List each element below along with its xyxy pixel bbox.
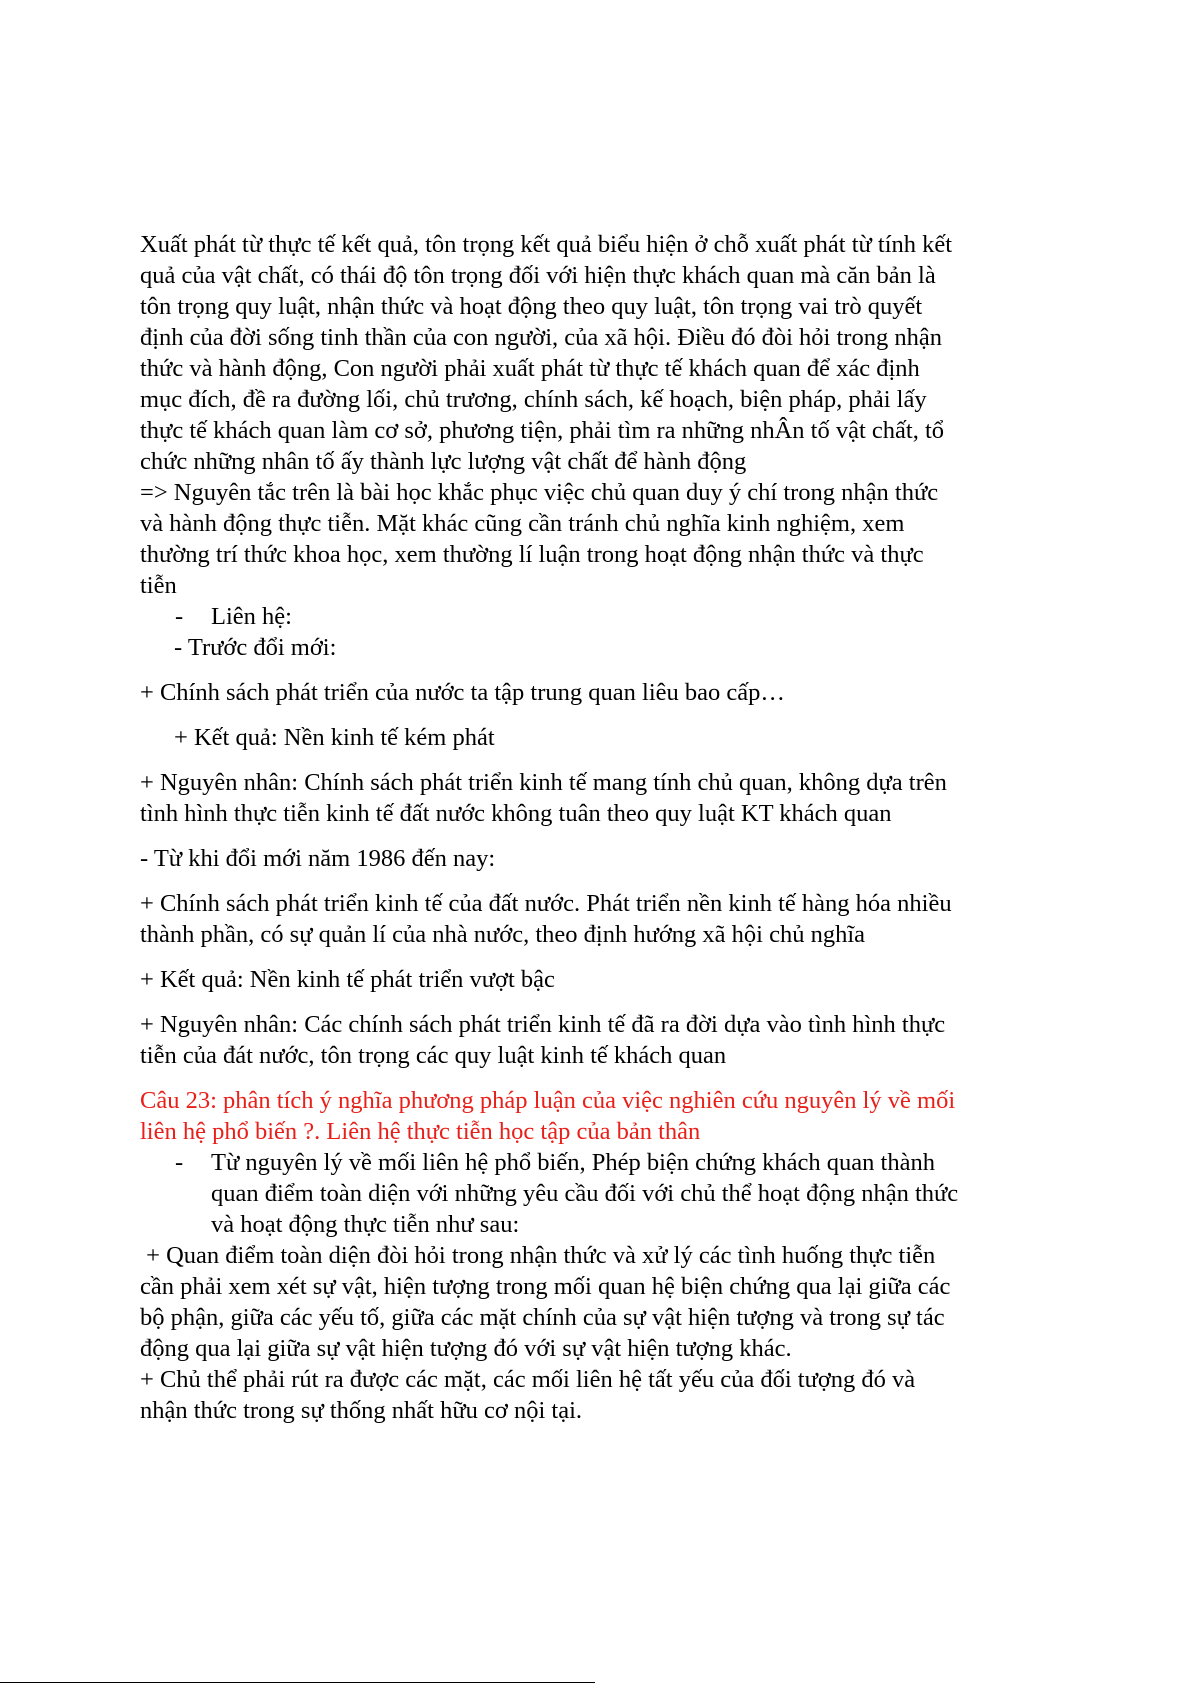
cau-23-heading bbox=[140, 1085, 1060, 1147]
text-line: thành phần, có sự quản lí của nhà nước, theo định hướng xã hội chủ nghĩa bbox=[140, 921, 866, 948]
text-line: chức những nhân tố ấy thành lực lượng vật chất để hành động bbox=[140, 448, 747, 475]
ket-qua-1: + Kết quả: Nền kinh tế kém phát bbox=[174, 724, 495, 751]
text-line: tình hình thực tiễn kinh tế đất nước không tuân theo quy luật KT khách quan bbox=[140, 800, 892, 827]
text-line: + Nguyên nhân: Chính sách phát triển kinh tế mang tính chủ quan, không dựa trên bbox=[140, 769, 947, 796]
nguyen-nhan-2 bbox=[140, 1009, 1060, 1071]
text-line: + Chính sách phát triển kinh tế của đất nước. Phát triển nền kinh tế hàng hóa nhiều bbox=[140, 890, 952, 917]
conclusion-paragraph bbox=[140, 477, 1060, 601]
text-line: quan điểm toàn diện với những yêu cầu đối với chủ thể hoạt động nhận thức bbox=[211, 1180, 959, 1207]
text-line: tiễn của đát nước, tôn trọng các quy luật kinh tế khách quan bbox=[140, 1042, 727, 1069]
text-line: liên hệ phổ biến ?. Liên hệ thực tiễn học tập của bản thân bbox=[140, 1118, 701, 1145]
text-line: + Nguyên nhân: Các chính sách phát triển kinh tế đã ra đời dựa vào tình hình thực bbox=[140, 1011, 946, 1038]
text-line: Câu 23: phân tích ý nghĩa phương pháp luận của việc nghiên cứu nguyên lý về mối bbox=[140, 1087, 956, 1114]
text-line: thường trí thức khoa học, xem thường lí luận trong hoạt động nhận thức và thực bbox=[140, 541, 924, 568]
text-line: Xuất phát từ thực tế kết quả, tôn trọng kết quả biểu hiện ở chỗ xuất phát từ tính kết bbox=[140, 231, 953, 258]
chu-the-paragraph bbox=[140, 1364, 1060, 1426]
text-line: + Quan điểm toàn diện đòi hỏi trong nhận thức và xử lý các tình huống thực tiễn bbox=[140, 1242, 936, 1269]
lien-he-item bbox=[140, 601, 1060, 632]
text-line: thực tế khách quan làm cơ sở, phương tiện, phải tìm ra những nhÂn tố vật chất, tổ bbox=[140, 417, 945, 444]
text-line: bộ phận, giữa các yếu tố, giữa các mặt chính của sự vật hiện tượng và trong sự tác bbox=[140, 1304, 945, 1331]
nguyen-nhan-1 bbox=[140, 767, 1060, 829]
list-dash: - bbox=[175, 1149, 184, 1176]
text-line: => Nguyên tắc trên là bài học khắc phục việc chủ quan duy ý chí trong nhận thức bbox=[140, 479, 939, 506]
nguyen-ly-item bbox=[140, 1147, 1060, 1240]
list-dash: - bbox=[175, 603, 184, 630]
text-line: và hoạt động thực tiễn như sau: bbox=[211, 1211, 520, 1238]
quan-diem-paragraph bbox=[140, 1240, 1060, 1364]
document-page bbox=[140, 229, 1060, 1426]
ket-qua-2: + Kết quả: Nền kinh tế phát triển vượt bậc bbox=[140, 966, 555, 993]
lien-he-label: Liên hệ: bbox=[211, 603, 292, 630]
text-line: động qua lại giữa sự vật hiện tượng đó với sự vật hiện tượng khác. bbox=[140, 1335, 792, 1362]
text-line: cần phải xem xét sự vật, hiện tượng trong mối quan hệ biện chứng qua lại giữa các bbox=[140, 1273, 951, 1300]
chinh-sach-1: + Chính sách phát triển của nước ta tập trung quan liêu bao cấp… bbox=[140, 679, 785, 706]
text-line: nhận thức trong sự thống nhất hữu cơ nội tại. bbox=[140, 1397, 583, 1424]
text-line: tôn trọng quy luật, nhận thức và hoạt động theo quy luật, tôn trọng vai trò quyết bbox=[140, 293, 923, 320]
tu-khi-doi-moi-heading: - Từ khi đổi mới năm 1986 đến nay: bbox=[140, 845, 496, 872]
intro-paragraph bbox=[140, 229, 1060, 477]
bottom-rule bbox=[0, 1682, 595, 1683]
text-line: quả của vật chất, có thái độ tôn trọng đối với hiện thực khách quan mà căn bản là bbox=[140, 262, 936, 289]
truoc-doi-moi-heading: - Trước đổi mới: bbox=[174, 634, 337, 661]
text-line: và hành động thực tiễn. Mặt khác cũng cần tránh chủ nghĩa kinh nghiệm, xem bbox=[140, 510, 905, 537]
text-line: định của đời sống tinh thần của con người, của xã hội. Điều đó đòi hỏi trong nhận bbox=[140, 324, 942, 351]
chinh-sach-2 bbox=[140, 888, 1060, 950]
text-line: thức và hành động, Con người phải xuất phát từ thực tế khách quan để xác định bbox=[140, 355, 920, 382]
text-line: Từ nguyên lý về mối liên hệ phổ biến, Phép biện chứng khách quan thành bbox=[211, 1149, 935, 1176]
text-line: tiễn bbox=[140, 572, 177, 599]
text-line: mục đích, đề ra đường lối, chủ trương, chính sách, kế hoạch, biện pháp, phải lấy bbox=[140, 386, 927, 413]
text-line: + Chủ thể phải rút ra được các mặt, các mối liên hệ tất yếu của đối tượng đó và bbox=[140, 1366, 916, 1393]
